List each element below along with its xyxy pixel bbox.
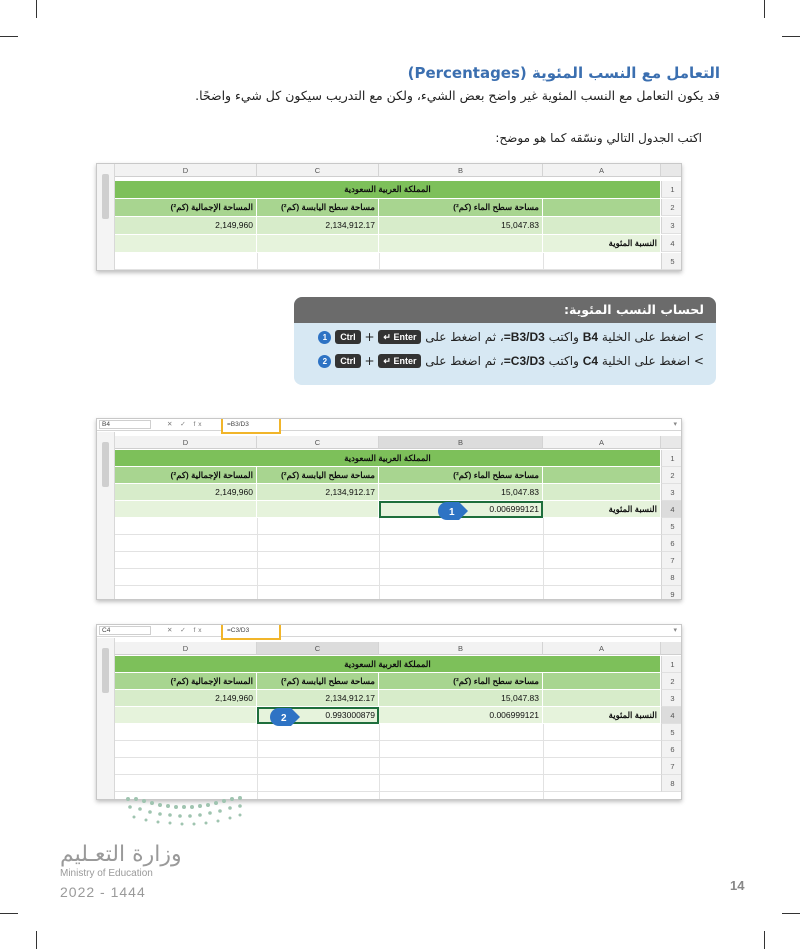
info-box (294, 297, 716, 385)
empty-row[interactable] (115, 758, 661, 775)
cell-c2[interactable]: مساحة سطح اليابسة (كم²) (257, 199, 379, 217)
formula-input[interactable]: =C3/D3 (221, 624, 281, 640)
crop-mark (782, 913, 800, 914)
cell-a2[interactable] (543, 467, 661, 484)
column-header-a[interactable]: A (543, 642, 661, 655)
chevron-down-icon[interactable]: ▾ (673, 627, 677, 634)
ministry-name-arabic: وزارة التعـليم (60, 842, 182, 867)
cell-title[interactable]: المملكة العربية السعودية (115, 656, 661, 673)
empty-row[interactable] (115, 535, 661, 552)
spreadsheet-3 (96, 624, 682, 800)
row-header-4[interactable]: 4 (661, 235, 682, 252)
row-header-6[interactable]: 6 (661, 741, 682, 758)
column-header-a[interactable]: A (543, 436, 661, 449)
cell-d3[interactable]: 2,149,960 (115, 690, 257, 707)
cell-b2[interactable]: مساحة سطح الماء (كم²) (379, 467, 543, 484)
row-header-7[interactable]: 7 (661, 552, 682, 569)
cell-c3[interactable]: 2,134,912.17 (257, 690, 379, 707)
column-header-b[interactable]: B (379, 164, 543, 177)
crop-mark (36, 931, 37, 949)
page-number: 14 (730, 878, 745, 893)
formula-buttons[interactable]: ✕ ✓ fx (167, 627, 205, 634)
intro-paragraph: قد يكون التعامل مع النسب المئوية غير واضح بعض الشيء، ولكن مع التدريب سيكون كل شيء واضحًا. (195, 88, 720, 103)
cell-d4[interactable] (115, 235, 257, 253)
cell-a4[interactable]: النسبة المئوية (543, 235, 661, 253)
cell-b4[interactable] (379, 235, 543, 253)
row-header-8[interactable]: 8 (661, 569, 682, 586)
column-header-c[interactable]: C (257, 642, 379, 655)
instruction-text: اكتب الجدول التالي ونسّقه كما هو موضح: (495, 131, 702, 145)
chevron-down-icon[interactable]: ▾ (673, 421, 677, 428)
formula-buttons[interactable]: ✕ ✓ fx (167, 421, 205, 428)
formula-bar (97, 625, 681, 637)
formula-bar (97, 419, 681, 431)
row-header-8[interactable]: 8 (661, 775, 682, 792)
name-box[interactable]: C4 (99, 626, 151, 635)
svg-text:2: 2 (281, 713, 287, 724)
cell-c3[interactable]: 2,134,912.17 (257, 484, 379, 501)
column-header-d[interactable]: D (115, 436, 257, 449)
empty-row[interactable] (115, 552, 661, 569)
cell-c4[interactable] (257, 501, 379, 518)
select-all-corner[interactable] (661, 164, 682, 177)
empty-row[interactable] (115, 569, 661, 586)
callout-1 (437, 501, 469, 521)
crop-mark (764, 0, 765, 18)
cell-d2[interactable]: المساحة الإجمالية (كم²) (115, 673, 257, 690)
row-header-1[interactable]: 1 (661, 181, 682, 198)
empty-row[interactable] (115, 253, 661, 270)
spreadsheet-2 (96, 418, 682, 600)
cell-a3[interactable] (543, 690, 661, 707)
crop-mark (764, 931, 765, 949)
svg-text:1: 1 (449, 507, 455, 518)
crop-mark (0, 36, 18, 37)
row-header-1[interactable]: 1 (661, 450, 682, 467)
column-header-d[interactable]: D (115, 642, 257, 655)
empty-row[interactable] (115, 724, 661, 741)
row-header-5[interactable]: 5 (661, 724, 682, 741)
row-header-9[interactable]: 9 (661, 586, 682, 600)
cell-a3[interactable] (543, 217, 661, 235)
cell-b2[interactable]: مساحة سطح الماء (كم²) (379, 673, 543, 690)
ctrl-key-icon: Ctrl (335, 330, 361, 344)
step-line-2: > اضغط على الخلية C4 واكتب =C3/D3، ثم اضغط على Enter ↵ + Ctrl 2 (318, 352, 704, 370)
cell-a3[interactable] (543, 484, 661, 501)
column-header-b[interactable]: B (379, 436, 543, 449)
column-header-c[interactable]: C (257, 164, 379, 177)
cell-b2[interactable]: مساحة سطح الماء (كم²) (379, 199, 543, 217)
row-header-5[interactable]: 5 (661, 518, 682, 535)
callout-2 (269, 707, 301, 727)
column-header-a[interactable]: A (543, 164, 661, 177)
cell-b4[interactable]: 0.006999121 (379, 707, 543, 724)
row-header-3[interactable]: 3 (661, 690, 682, 707)
cell-d2[interactable]: المساحة الإجمالية (كم²) (115, 467, 257, 484)
section-heading: التعامل مع النسب المئوية (Percentages) (407, 64, 720, 82)
cell-b4-selected[interactable]: 0.006999121 (379, 501, 543, 518)
cell-b3[interactable]: 15,047.83 (379, 484, 543, 501)
name-box[interactable]: B4 (99, 420, 151, 429)
row-header-3[interactable]: 3 (661, 484, 682, 501)
step-2-badge: 2 (318, 355, 331, 368)
empty-row[interactable] (115, 741, 661, 758)
row-header-2[interactable]: 2 (661, 673, 682, 690)
cell-c2[interactable]: مساحة سطح اليابسة (كم²) (257, 467, 379, 484)
cell-title[interactable]: المملكة العربية السعودية (115, 450, 661, 467)
ministry-name-english: Ministry of Education (60, 868, 153, 879)
cell-d2[interactable]: المساحة الإجمالية (كم²) (115, 199, 257, 217)
formula-input[interactable]: =B3/D3 (221, 418, 281, 434)
cell-a4[interactable]: النسبة المئوية (543, 501, 661, 518)
cell-c4-selected[interactable]: 0.993000879 (257, 707, 379, 724)
vertical-scrollbar[interactable] (97, 432, 115, 600)
cell-a2[interactable] (543, 199, 661, 217)
cell-d3[interactable]: 2,149,960 (115, 217, 257, 235)
row-header-5[interactable]: 5 (661, 253, 682, 270)
vertical-scrollbar[interactable] (97, 638, 115, 800)
enter-key-icon: Enter ↵ (378, 354, 421, 368)
cell-title[interactable]: المملكة العربية السعودية (115, 181, 661, 199)
crop-mark (36, 0, 37, 18)
cell-b3[interactable]: 15,047.83 (379, 690, 543, 707)
cell-c3[interactable]: 2,134,912.17 (257, 217, 379, 235)
column-header-b[interactable]: B (379, 642, 543, 655)
row-header-4[interactable]: 4 (661, 501, 682, 518)
empty-row[interactable] (115, 775, 661, 792)
row-header-4[interactable]: 4 (661, 707, 682, 724)
row-header-3[interactable]: 3 (661, 217, 682, 234)
row-header-7[interactable]: 7 (661, 758, 682, 775)
info-box-title: لحساب النسب المئوية: (294, 297, 716, 323)
cell-c2[interactable]: مساحة سطح اليابسة (كم²) (257, 673, 379, 690)
column-header-d[interactable]: D (115, 164, 257, 177)
row-header-2[interactable]: 2 (661, 467, 682, 484)
ctrl-key-icon: Ctrl (335, 354, 361, 368)
edition-year: 2022 - 1444 (60, 884, 146, 900)
cell-d4[interactable] (115, 707, 257, 724)
step-1-badge: 1 (318, 331, 331, 344)
crop-mark (0, 913, 18, 914)
cell-c4[interactable] (257, 235, 379, 253)
step-line-1: > اضغط على الخلية B4 واكتب =B3/D3، ثم اضغط على Enter ↵ + Ctrl 1 (318, 328, 704, 346)
cell-a4[interactable]: النسبة المئوية (543, 707, 661, 724)
cell-d4[interactable] (115, 501, 257, 518)
ministry-logo-icon (120, 793, 250, 829)
crop-mark (782, 36, 800, 37)
cell-d3[interactable]: 2,149,960 (115, 484, 257, 501)
spreadsheet-1 (96, 163, 682, 271)
vertical-scrollbar[interactable] (97, 164, 115, 271)
select-all-corner[interactable] (661, 436, 682, 449)
cell-b3[interactable]: 15,047.83 (379, 217, 543, 235)
empty-row[interactable] (115, 518, 661, 535)
enter-key-icon: Enter ↵ (378, 330, 421, 344)
row-header-2[interactable]: 2 (661, 199, 682, 216)
select-all-corner[interactable] (661, 642, 682, 655)
column-header-c[interactable]: C (257, 436, 379, 449)
row-header-1[interactable]: 1 (661, 656, 682, 673)
row-header-6[interactable]: 6 (661, 535, 682, 552)
cell-a2[interactable] (543, 673, 661, 690)
